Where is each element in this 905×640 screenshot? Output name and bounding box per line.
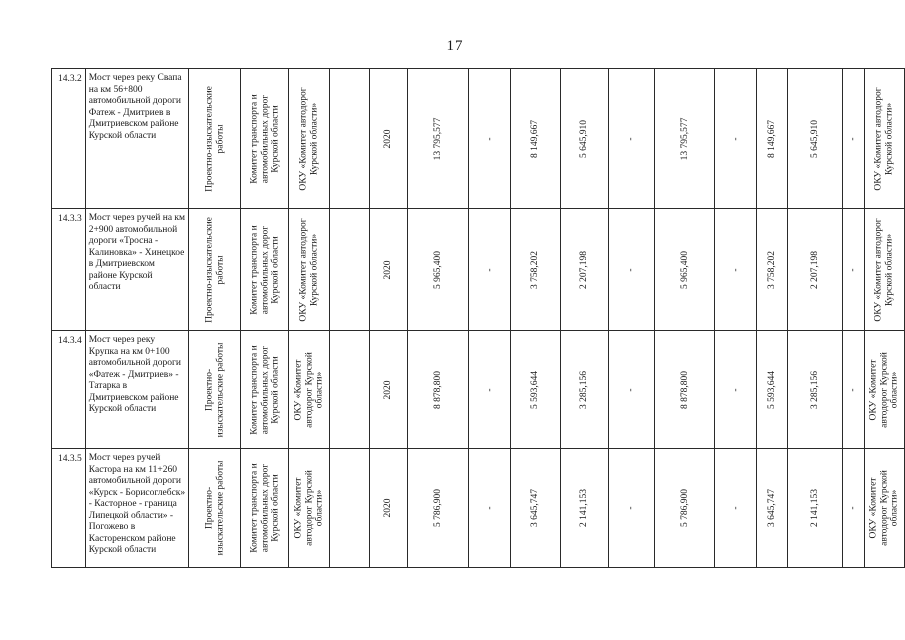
- regional-value: [511, 209, 560, 331]
- year-cell: [370, 209, 407, 331]
- administrator-text: Комитет транспорта и автомобильных дорог Курской области: [248, 344, 280, 435]
- total-value: [407, 69, 469, 209]
- total-value-2: [654, 209, 715, 331]
- other-value-2: [843, 449, 864, 568]
- other-value-2-text: -: [848, 506, 859, 510]
- object-name: Мост через ручей на км 2+900 автомобильной дороги «Тросна - Калиновка» - Хинецкое в Дмитриевском районе Курской области: [85, 209, 188, 331]
- local-value: [560, 331, 609, 449]
- regional-value: [511, 69, 560, 209]
- total-value-2-text: 5 786,900: [679, 489, 690, 527]
- work-type: [189, 69, 241, 209]
- local-value-2-text: 2 207,198: [809, 250, 820, 289]
- regional-value: [511, 331, 560, 449]
- other-value-text: -: [626, 267, 637, 272]
- executor: [289, 449, 330, 568]
- regional-value-text: 8 149,667: [530, 119, 541, 158]
- year-cell-text: 2020: [383, 129, 394, 148]
- local-value: [560, 69, 609, 209]
- work-type-text: Проектно-изыскательские работы: [204, 216, 225, 323]
- work-type-text: Проектно-изыскательские работы: [204, 342, 225, 437]
- row-number: 14.3.4: [52, 331, 86, 449]
- year-cell-text: 2020: [383, 498, 394, 518]
- year-cell-text: 2020: [383, 260, 394, 279]
- regional-value: [511, 449, 560, 568]
- total-value: [407, 331, 469, 449]
- other-value-2: [843, 69, 864, 209]
- other-value: [609, 69, 655, 209]
- object-name: Мост через реку Свапа на км 56+800 автомобильной дороги Фатеж - Дмитриев в Дмитриевском районе Курской области: [85, 69, 188, 209]
- local-value-text: 2 207,198: [579, 250, 590, 289]
- total-value-2: [654, 449, 715, 568]
- work-type: [189, 331, 241, 449]
- responsible-executor: [864, 209, 904, 331]
- works-table: [51, 68, 905, 568]
- federal-value-2-text: -: [730, 387, 741, 392]
- year-cell-text: 2020: [383, 380, 394, 399]
- year-cell: [370, 331, 407, 449]
- federal-value-2: [715, 449, 757, 568]
- responsible-executor: [864, 331, 904, 449]
- other-value-text: -: [626, 136, 637, 141]
- responsible-executor-text: ОКУ «Комитет автодорог Курской области»: [868, 470, 900, 546]
- table-row: [52, 69, 905, 209]
- regional-value-text: 5 593,644: [530, 370, 541, 409]
- regional-value-2-text: 5 593,644: [767, 370, 778, 409]
- administrator-text: Комитет транспорта и автомобильных дорог Курской области: [248, 463, 280, 553]
- responsible-executor-text: ОКУ «Комитет автодорог Курской области»: [873, 217, 895, 322]
- local-value-text: 5 645,910: [579, 119, 590, 158]
- local-value-2: [788, 69, 843, 209]
- blank-cell: [330, 331, 370, 449]
- regional-value-2: [757, 449, 788, 568]
- total-value-2: [654, 69, 715, 209]
- other-value-text: -: [626, 387, 637, 392]
- local-value: [560, 449, 609, 568]
- local-value-text: 2 141,153: [579, 489, 590, 527]
- federal-value-2: [715, 209, 757, 331]
- total-value-text: 5 965,400: [432, 250, 443, 289]
- executor-text: ОКУ «Комитет автодорог Курской области»: [293, 470, 325, 546]
- total-value-2-text: 5 965,400: [679, 250, 690, 289]
- responsible-executor: [864, 449, 904, 568]
- work-type-text: Проектно-изыскательские работы: [204, 85, 225, 192]
- row-number: 14.3.3: [52, 209, 86, 331]
- table-row: [52, 331, 905, 449]
- blank-cell: [330, 69, 370, 209]
- administrator: [241, 209, 289, 331]
- executor-text: ОКУ «Комитет автодорог Курской области»: [298, 86, 320, 191]
- row-number: 14.3.5: [52, 449, 86, 568]
- row-number: 14.3.2: [52, 69, 86, 209]
- blank-cell: [330, 449, 370, 568]
- administrator: [241, 69, 289, 209]
- regional-value-2-text: 3 645,747: [767, 489, 778, 527]
- year-cell: [370, 449, 407, 568]
- federal-value-2: [715, 331, 757, 449]
- administrator-text: Комитет транспорта и автомобильных дорог Курской области: [248, 93, 280, 184]
- total-value: [407, 449, 469, 568]
- other-value-2: [843, 209, 864, 331]
- local-value-text: 3 285,156: [579, 370, 590, 409]
- responsible-executor-text: ОКУ «Комитет автодорог Курской области»: [868, 351, 900, 428]
- federal-value-2-text: -: [730, 267, 741, 272]
- regional-value-text: 3 758,202: [530, 250, 541, 289]
- table-row: [52, 449, 905, 568]
- work-type-text: Проектно-изыскательские работы: [204, 460, 225, 556]
- executor: [289, 331, 330, 449]
- executor-text: ОКУ «Комитет автодорог Курской области»: [298, 217, 320, 322]
- regional-value-2: [757, 209, 788, 331]
- regional-value-2: [757, 69, 788, 209]
- federal-value: [469, 69, 511, 209]
- federal-value-2-text: -: [730, 136, 741, 141]
- regional-value-text: 3 645,747: [530, 489, 541, 527]
- responsible-executor-text: ОКУ «Комитет автодорог Курской области»: [873, 86, 895, 191]
- executor: [289, 69, 330, 209]
- federal-value-2-text: -: [730, 506, 741, 510]
- total-value-2: [654, 331, 715, 449]
- local-value-2-text: 2 141,153: [809, 489, 820, 527]
- federal-value-2: [715, 69, 757, 209]
- page-number: 17: [446, 38, 464, 54]
- regional-value-2-text: 8 149,667: [767, 119, 778, 158]
- total-value-2-text: 13 795,577: [679, 117, 690, 160]
- other-value-2-text: -: [848, 136, 859, 141]
- other-value: [609, 209, 655, 331]
- regional-value-2-text: 3 758,202: [767, 250, 778, 289]
- year-cell: [370, 69, 407, 209]
- other-value: [609, 449, 655, 568]
- work-type: [189, 209, 241, 331]
- other-value-2-text: -: [848, 267, 859, 272]
- object-name: Мост через ручей Кастора на км 11+260 автомобильной дороги «Курск - Борисоглебск» - Касторное - граница Липецкой области» - Погожево в Касторенском районе Курской области: [85, 449, 188, 568]
- other-value-2-text: -: [848, 387, 859, 392]
- other-value-2: [843, 331, 864, 449]
- federal-value-text: -: [484, 506, 495, 510]
- federal-value-text: -: [484, 387, 495, 392]
- local-value-2: [788, 449, 843, 568]
- blank-cell: [330, 209, 370, 331]
- total-value-2-text: 8 878,800: [679, 370, 690, 409]
- responsible-executor: [864, 69, 904, 209]
- administrator: [241, 331, 289, 449]
- total-value-text: 5 786,900: [432, 489, 443, 527]
- local-value-2-text: 3 285,156: [809, 370, 820, 409]
- executor: [289, 209, 330, 331]
- administrator-text: Комитет транспорта и автомобильных дорог Курской области: [248, 224, 280, 315]
- federal-value: [469, 449, 511, 568]
- total-value-text: 13 795,577: [432, 117, 443, 160]
- executor-text: ОКУ «Комитет автодорог Курской области»: [293, 351, 325, 428]
- regional-value-2: [757, 331, 788, 449]
- other-value: [609, 331, 655, 449]
- object-name: Мост через реку Крупка на км 0+100 автомобильной дороги «Фатеж - Дмитриев» - Татарка в Дмитриевском районе Курской области: [85, 331, 188, 449]
- local-value: [560, 209, 609, 331]
- table-row: [52, 209, 905, 331]
- federal-value-text: -: [484, 267, 495, 272]
- administrator: [241, 449, 289, 568]
- federal-value: [469, 331, 511, 449]
- work-type: [189, 449, 241, 568]
- local-value-2: [788, 209, 843, 331]
- local-value-2: [788, 331, 843, 449]
- local-value-2-text: 5 645,910: [809, 119, 820, 158]
- total-value: [407, 209, 469, 331]
- federal-value-text: -: [484, 136, 495, 141]
- other-value-text: -: [626, 506, 637, 510]
- federal-value: [469, 209, 511, 331]
- total-value-text: 8 878,800: [432, 370, 443, 409]
